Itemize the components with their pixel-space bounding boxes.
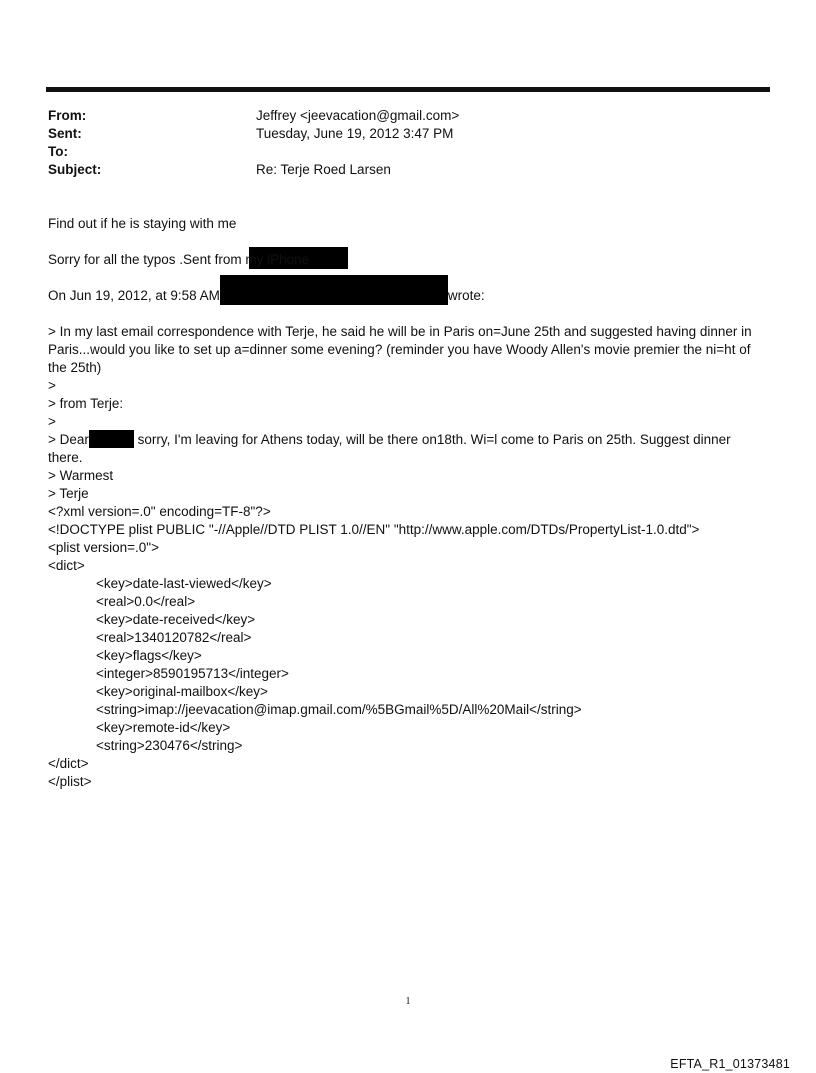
body-line-staying: Find out if he is staying with me bbox=[48, 216, 237, 231]
sent-row bbox=[48, 125, 748, 143]
dict-line: <real>0.0</real> bbox=[96, 594, 196, 610]
recipient-redaction bbox=[89, 430, 134, 448]
email-body bbox=[48, 215, 768, 791]
dict-line: <integer>8590195713</integer> bbox=[96, 666, 289, 682]
xml-closing-line: </plist> bbox=[48, 774, 92, 790]
dict-line: <key>date-received</key> bbox=[96, 612, 256, 628]
sender-redaction bbox=[220, 275, 448, 305]
quote-marker-2: > bbox=[48, 414, 56, 430]
quote-warmest: > Warmest bbox=[48, 468, 114, 484]
dict-line: <string>imap://jeevacation@imap.gmail.com/%5BGmail%5D/All%20Mail</string> bbox=[96, 702, 582, 718]
to-row bbox=[48, 143, 748, 161]
subject-label: Subject: bbox=[48, 162, 102, 177]
quote-signature: > Terje bbox=[48, 486, 89, 502]
from-value: Jeffrey <jeevacation@gmail.com> bbox=[256, 108, 460, 123]
email-header bbox=[48, 107, 748, 179]
quoted-paragraph: > In my last email correspondence with Terje, he said he will be in Paris on=June 25th and suggested having dinner in Paris...would you like to set up a=dinner some evening? (reminder you have Woody Allen's movie premier the ni=ht of the 25th) bbox=[48, 324, 752, 376]
dict-line: <real>1340120782</real> bbox=[96, 630, 252, 646]
xml-line: <dict> bbox=[48, 558, 85, 574]
dict-line: <key>date-last-viewed</key> bbox=[96, 576, 272, 592]
subject-value: Re: Terje Roed Larsen bbox=[256, 162, 391, 177]
body-line-typos: Sorry for all the typos .Sent from my iPhone bbox=[48, 252, 310, 267]
document-id: EFTA_R1_01373481 bbox=[670, 1057, 790, 1071]
dict-line: <key>flags</key> bbox=[96, 648, 202, 664]
attribution-suffix: wrote: bbox=[447, 288, 485, 303]
dict-line: <string>230476</string> bbox=[96, 738, 243, 754]
dict-line: <key>original-mailbox</key> bbox=[96, 684, 268, 700]
xml-line: <plist version=.0"> bbox=[48, 540, 159, 556]
xml-closing-line: </dict> bbox=[48, 756, 89, 772]
subject-row bbox=[48, 161, 748, 179]
quote-dear-line bbox=[48, 431, 768, 449]
page-number: 1 bbox=[405, 996, 411, 1007]
header-rule bbox=[46, 87, 770, 92]
dear-prefix: > Dear bbox=[48, 432, 89, 448]
from-label: From: bbox=[48, 108, 87, 123]
sent-label: Sent: bbox=[48, 126, 82, 141]
quote-dear-continued: there. bbox=[48, 450, 83, 466]
attribution-prefix: On Jun 19, 2012, at 9:58 AM bbox=[48, 288, 220, 303]
dict-line: <key>remote-id</key> bbox=[96, 720, 231, 736]
from-row bbox=[48, 107, 748, 125]
quote-marker-1: > bbox=[48, 378, 56, 394]
xml-line: <!DOCTYPE plist PUBLIC "-//Apple//DTD PLIST 1.0//EN" "http://www.apple.com/DTDs/PropertyList-1.0.dtd"> bbox=[48, 522, 700, 538]
xml-line: <?xml version=.0" encoding=TF-8"?> bbox=[48, 504, 271, 520]
to-label: To: bbox=[48, 144, 68, 159]
quote-from-terje: > from Terje: bbox=[48, 396, 124, 412]
quote-attribution bbox=[48, 287, 768, 305]
dear-rest: sorry, I'm leaving for Athens today, will be there on18th. Wi=l come to Paris on 25th. Suggest dinner bbox=[133, 432, 731, 448]
sent-value: Tuesday, June 19, 2012 3:47 PM bbox=[256, 126, 454, 141]
